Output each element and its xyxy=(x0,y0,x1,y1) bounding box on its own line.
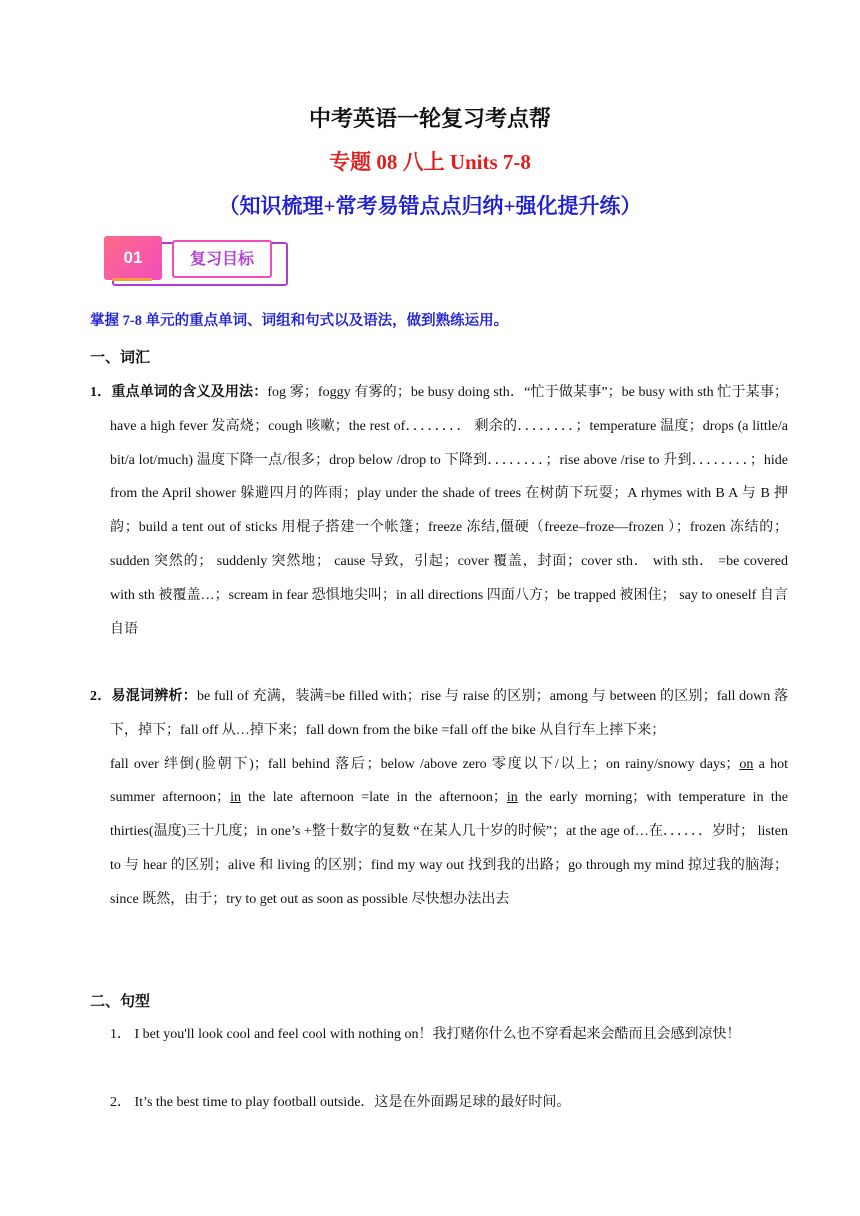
sentence-heading: 二、句型 xyxy=(90,994,151,1010)
sentence-item-2: 2． It’s the best time to play football outside．这是在外面踢足球的最好时间。 xyxy=(110,1095,571,1110)
vocab-item-2-text-b4: the early morning；with temperature in the thirties(温度)三十几度；in one’s +整十数字的复数 “在某人几十岁的时候”；at the age of…在．．．．．．岁时； listen to 与 hear 的区别；alive 和 living 的区别；find my way out 找到我的出路；go through my mind 掠过我的脑海；since 既然，由于；try to get out as soon as possible 尽快想办法出去 xyxy=(110,790,788,907)
vocab-item-2-text-a: be full of 充满，装满=be filled with；rise 与 raise 的区别；among 与 between 的区别；fall down 落下，掉下；fall off 从…掉下来；fall down from the bike =fall off the bike 从自行车上摔下来； xyxy=(110,689,789,738)
badge-number: 01 xyxy=(104,236,162,280)
objective-text: 掌握 7-8 单元的重点单词、词组和句式以及语法，做到熟练运用。 xyxy=(90,313,509,329)
underlined-in-2: in xyxy=(506,790,518,806)
vocab-heading: 一、词汇 xyxy=(90,350,151,366)
document-scope: （知识梳理+常考易错点点归纳+强化提升练） xyxy=(218,194,642,218)
vocab-item-1-label: 1．重点单词的含义及用法： xyxy=(90,385,268,400)
document-title: 中考英语一轮复习考点帮 xyxy=(308,106,551,131)
vocab-item-1-text: fog 雾；foggy 有雾的；be busy doing sth．“忙于做某事”；be busy with sth 忙于某事；have a high fever 发高烧；cough 咳嗽；the rest of．．．．．．．． 剩余的．．．．．．．．；temperature 温度；drops (a little/a bit/a lot/much) 温度下降一点/很多；drop below /drop to 下降到．．．．．．．．；rise above /rise to 升到．．．．．．．．；hide from the April shower 躲避四月的阵雨；play under the shade of trees 在树荫下玩耍；A rhymes with B A 与 B 押韵；build a tent out of sticks 用棍子搭建一个帐篷；freeze 冻结,僵硬（freeze–froze—frozen ）；frozen 冻结的； sudden 突然的； suddenly 突然地； cause 导致，引起；cover 覆盖，封面；cover sth． with sth． =be covered with sth 被覆盖…；scream in fear 恐惧地尖叫；in all directions 四面八方；be trapped 被困住； say to oneself 自言自语 xyxy=(110,385,789,637)
vocab-item-1 xyxy=(90,376,788,646)
sentence-item-1: 1． I bet you'll look cool and feel cool with nothing on！我打赌你什么也不穿看起来会酷而且会感到凉快！ xyxy=(110,1027,741,1042)
badge-decoration xyxy=(112,278,152,281)
badge-label: 复习目标 xyxy=(172,240,272,278)
underlined-in-1: in xyxy=(230,790,241,806)
vocab-item-2 xyxy=(90,680,788,917)
section-badge xyxy=(104,236,284,288)
document-subtitle: 专题 08 八上 Units 7-8 xyxy=(329,150,531,174)
underlined-on: on xyxy=(739,756,754,772)
vocab-item-2-text-b2: a hot summer afternoon； xyxy=(110,756,789,806)
vocab-item-2-label: 2．易混词辨析： xyxy=(90,689,197,704)
vocab-item-2-text-b3: the late afternoon =late in the afternoon； xyxy=(240,790,507,806)
vocab-item-2-text-b1: fall over 绊倒(脸朝下)；fall behind 落后；below /above zero 零度以下/以上；on rainy/snowy days； xyxy=(110,756,740,772)
